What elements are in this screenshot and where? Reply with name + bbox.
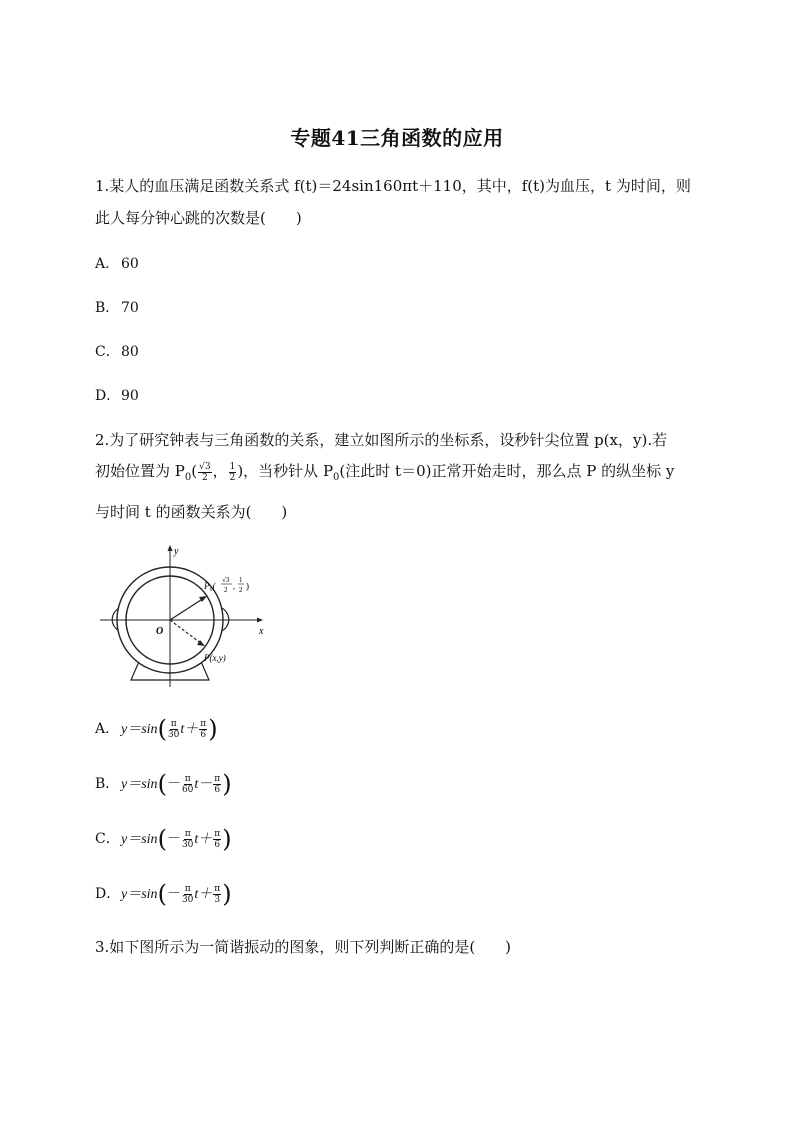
close-paren: ) [222, 825, 232, 853]
denominator: 6 [214, 784, 221, 795]
page-title: 专题41三角函数的应用 [290, 126, 504, 150]
numerator: π [214, 883, 221, 894]
numerator: √3 [199, 461, 211, 472]
numerator: π [214, 773, 221, 784]
p0-comma: , [233, 582, 235, 591]
q1-stem-line1: 1.某人的血压满足函数关系式 f(t)＝24sin160πt＋110，其中，f(t)为血压，t 为时间，则 [95, 177, 691, 195]
q1-option-a [95, 253, 139, 273]
q2-option-d [95, 882, 232, 906]
q2-option-c [95, 827, 232, 851]
numerator: π [184, 828, 191, 839]
formula-prefix: y＝sin [121, 832, 158, 847]
numerator: π [200, 718, 207, 729]
fraction [213, 884, 221, 905]
option-text: 90 [121, 388, 139, 404]
formula-sign: － [166, 886, 181, 902]
option-text: 80 [121, 344, 139, 360]
fraction [199, 719, 207, 740]
x-axis-label: x [259, 626, 264, 637]
numerator: π [184, 773, 191, 784]
open-paren: ( [157, 825, 167, 853]
fraction [182, 884, 193, 905]
p0-label: P₀( [204, 581, 216, 591]
formula-sign: － [166, 776, 181, 792]
q2-option-a [95, 717, 218, 741]
option-text: 60 [121, 256, 139, 272]
formula-mid: t＋ [194, 832, 213, 847]
denominator: 6 [214, 839, 221, 850]
option-label: D． [95, 388, 121, 404]
q3-stem-line1: 3.如下图所示为一简谐振动的图象，则下列判断正确的是( ) [95, 938, 512, 956]
numerator: π [214, 828, 221, 839]
formula-prefix: y＝sin [121, 777, 158, 792]
fraction [213, 774, 221, 795]
denominator: 6 [200, 729, 207, 740]
option-label: C． [95, 831, 120, 847]
denominator: 30 [181, 839, 194, 850]
fraction [168, 719, 179, 740]
denominator: 30 [181, 894, 194, 905]
numerator: π [184, 883, 191, 894]
option-label: D． [95, 886, 121, 902]
fraction [229, 462, 237, 483]
p0-y-numerator: 1 [239, 576, 243, 584]
open-paren: ( [157, 770, 167, 798]
fraction [182, 829, 193, 850]
clock-coordinate-figure [96, 542, 276, 687]
fraction [213, 829, 221, 850]
denominator: 30 [167, 729, 180, 740]
denominator: 2 [229, 472, 236, 483]
q2-text: ( [191, 462, 198, 480]
q1-option-b [95, 297, 139, 317]
q2-subscript: 0 [333, 472, 340, 483]
p0-close-paren: ) [246, 581, 249, 591]
option-label: B． [95, 300, 120, 316]
option-label: C． [95, 344, 120, 360]
formula-sign: － [166, 831, 181, 847]
q2-option-b [95, 772, 232, 796]
formula-prefix: y＝sin [121, 722, 158, 737]
open-paren: ( [157, 715, 167, 743]
p0-x-denominator: 2 [224, 586, 228, 594]
q2-stem-line3: 与时间 t 的函数关系为( ) [95, 503, 288, 521]
fraction [198, 462, 211, 483]
formula-mid: t－ [194, 777, 213, 792]
formula-mid: t＋ [180, 722, 199, 737]
fraction [182, 774, 193, 795]
denominator: 3 [214, 894, 221, 905]
q1-stem-line2: 此人每分钟心跳的次数是( ) [95, 209, 302, 227]
option-label: A． [95, 721, 120, 737]
p0-y-denominator: 2 [239, 586, 243, 594]
close-paren: ) [208, 715, 218, 743]
close-paren: ) [222, 880, 232, 908]
close-paren: ) [222, 770, 232, 798]
y-axis-arrow [168, 545, 173, 551]
q2-stem-line2 [95, 460, 674, 483]
x-axis-arrow [257, 618, 263, 623]
q2-text: (注此时 t＝0)正常开始走时，那么点 P 的纵坐标 y [339, 462, 675, 480]
q2-subscript: 0 [184, 472, 192, 483]
p-label: P(x,y) [204, 653, 226, 663]
denominator: 60 [181, 784, 194, 795]
option-label: B． [95, 776, 120, 792]
formula-mid: t＋ [194, 887, 213, 902]
option-label: A． [95, 256, 120, 272]
denominator: 2 [201, 472, 208, 483]
origin-label: O [156, 626, 164, 637]
q2-text: ， [212, 462, 228, 480]
numerator: π [170, 718, 177, 729]
p0-x-numerator: √3 [222, 576, 230, 584]
numerator: 1 [229, 461, 236, 472]
y-axis-label: y [174, 546, 179, 557]
q1-option-c [95, 341, 139, 361]
q2-stem-line1: 2.为了研究钟表与三角函数的关系，建立如图所示的坐标系，设秒针尖位置 p(x，y).若 [95, 431, 668, 449]
option-text: 70 [121, 300, 139, 316]
formula-prefix: y＝sin [121, 887, 158, 902]
q1-option-d [95, 385, 139, 405]
q2-text: )，当秒针从 P [237, 462, 334, 480]
q2-text: 初始位置为 P [95, 462, 185, 480]
open-paren: ( [157, 880, 167, 908]
